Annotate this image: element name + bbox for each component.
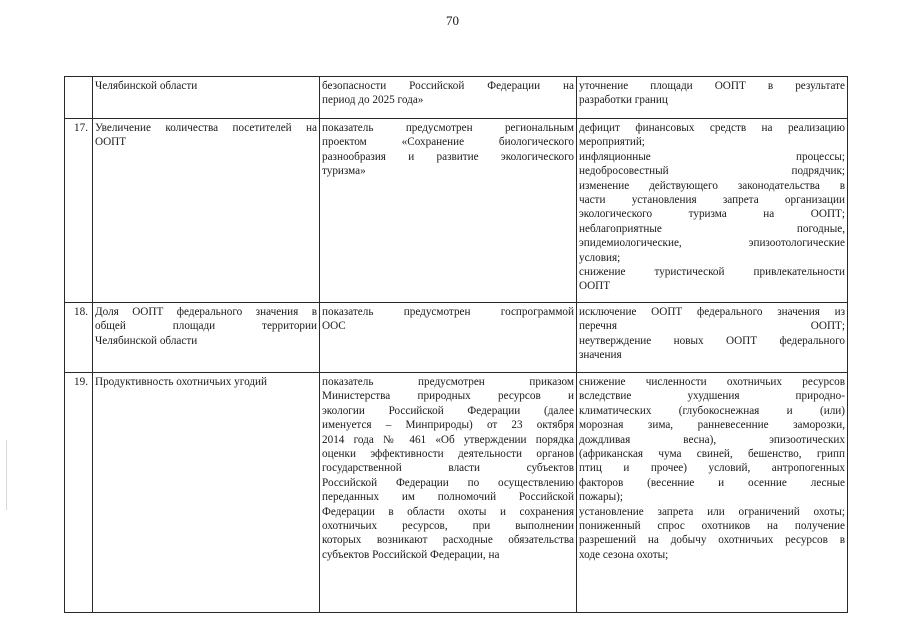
cell-line: 2014 года № 461 «Об утверждении порядка: [322, 433, 574, 446]
cell-line: Челябинской области: [95, 80, 198, 92]
cell-line: мероприятий;: [579, 136, 645, 149]
cell-line: пониженный спрос охотников на получение: [579, 520, 845, 533]
table-row: [65, 303, 848, 373]
cell-line: климатических (глубокоснежная и (или): [579, 404, 845, 417]
cell-line: разработки границ: [579, 94, 668, 107]
cell-line: экологического туризма на ООПТ;: [579, 208, 845, 221]
risks-cell: [577, 119, 848, 303]
cell-line: снижение туристической привлекательности: [579, 266, 845, 279]
cell-line: переданных им полномочий Российской: [322, 491, 574, 504]
cell-line: Доля ООПТ федерального значения в: [95, 306, 317, 318]
cell-line: условия;: [579, 251, 621, 264]
row-number-cell: [65, 77, 93, 119]
cell-line: разрешений на добычу охотничьих ресурсов в: [579, 534, 845, 547]
cell-line: эпидемиологические, эпизоотологические: [579, 237, 845, 250]
cell-line: дефицит финансовых средств на реализацию: [579, 122, 845, 134]
risks-cell: [577, 373, 848, 613]
cell-line: морозная зима, ранневесенние заморозки,: [579, 419, 845, 432]
cell-line: ООПТ: [95, 136, 127, 149]
cell-line: пожары);: [579, 491, 623, 504]
cell-line: дождливая весна), эпизоотических: [579, 433, 845, 446]
cell-line: Увеличение количества посетителей на: [95, 122, 317, 134]
cell-line: проектом «Сохранение биологического: [322, 136, 574, 149]
cell-line: безопасности Российской Федерации на: [322, 80, 574, 92]
cell-line: Челябинской области: [95, 334, 198, 347]
cell-line: Федерации в области охоты и сохранения: [322, 505, 574, 518]
cell-line: показатель предусмотрен приказом: [322, 376, 574, 388]
cell-line: охотничьих ресурсов, при выполнении: [322, 520, 574, 533]
cell-line: Российской Федерации по осуществлению: [322, 476, 574, 489]
indicator-cell: [93, 303, 320, 373]
cell-line: птиц и прочее) условий, антропогенных: [579, 462, 845, 475]
cell-line: уточнение площади ООПТ в результате: [579, 80, 845, 92]
cell-line: Министерства природных ресурсов и: [322, 390, 574, 403]
cell-line: оценки эффективности деятельности органов: [322, 448, 574, 461]
cell-line: ходе сезона охоты;: [579, 548, 669, 561]
risks-cell: [577, 77, 848, 119]
table-row: [65, 119, 848, 303]
cell-line: экологии Российской Федерации (далее: [322, 404, 574, 417]
cell-line: (африканская чума свиней, бешенство, грипп: [579, 448, 845, 461]
cell-line: Продуктивность охотничьих угодий: [95, 376, 268, 388]
cell-line: недобросовестный подрядчик;: [579, 165, 845, 178]
row-number-cell: 17.: [65, 119, 93, 303]
cell-line: ООПТ: [579, 280, 611, 293]
page-number: 70: [446, 13, 459, 28]
row-number-cell: 18.: [65, 303, 93, 373]
cell-line: инфляционные процессы;: [579, 150, 845, 163]
cell-line: перечня ООПТ;: [579, 320, 845, 333]
indicator-cell: [93, 77, 320, 119]
cell-line: показатель предусмотрен региональным: [322, 122, 574, 134]
cell-line: установление запрета или ограничений охоты;: [579, 505, 845, 518]
cell-line: именуется – Минприроды) от 23 октября: [322, 419, 574, 432]
indicator-cell: [93, 373, 320, 613]
cell-line: показатель предусмотрен госпрограммой: [322, 306, 574, 318]
table-row: [65, 373, 848, 613]
cell-line: факторов (весенние и осенние лесные: [579, 476, 845, 489]
cell-line: неутверждение новых ООПТ федерального: [579, 334, 845, 347]
source-cell: [320, 119, 577, 303]
cell-line: вследствие ухудшения природно-: [579, 390, 845, 403]
cell-line: снижение численности охотничьих ресурсов: [579, 376, 845, 388]
cell-line: значения: [579, 349, 622, 362]
source-cell: [320, 303, 577, 373]
cell-line: туризма»: [322, 165, 366, 178]
row-number-cell: 19.: [65, 373, 93, 613]
cell-line: субъектов Российской Федерации, на: [322, 548, 500, 561]
cell-line: ООС: [322, 320, 346, 333]
cell-line: государственной власти субъектов: [322, 462, 574, 475]
cell-line: части установления запрета организации: [579, 194, 845, 207]
cell-line: изменение действующего законодательства в: [579, 179, 845, 192]
source-cell: [320, 373, 577, 613]
table-row: [65, 77, 848, 119]
cell-line: исключение ООПТ федерального значения из: [579, 306, 845, 318]
risks-cell: [577, 303, 848, 373]
cell-line: период до 2025 года»: [322, 94, 424, 107]
cell-line: неблагоприятные погодные,: [579, 222, 845, 235]
cell-line: которых возникают расходные обязательства: [322, 534, 574, 547]
source-cell: [320, 77, 577, 119]
risk-table: [64, 76, 848, 613]
cell-line: общей площади территории: [95, 320, 317, 333]
scan-margin-mark: [6, 440, 7, 510]
table-body: [65, 77, 848, 613]
cell-line: разнообразия и развитие экологического: [322, 150, 574, 163]
indicator-cell: [93, 119, 320, 303]
